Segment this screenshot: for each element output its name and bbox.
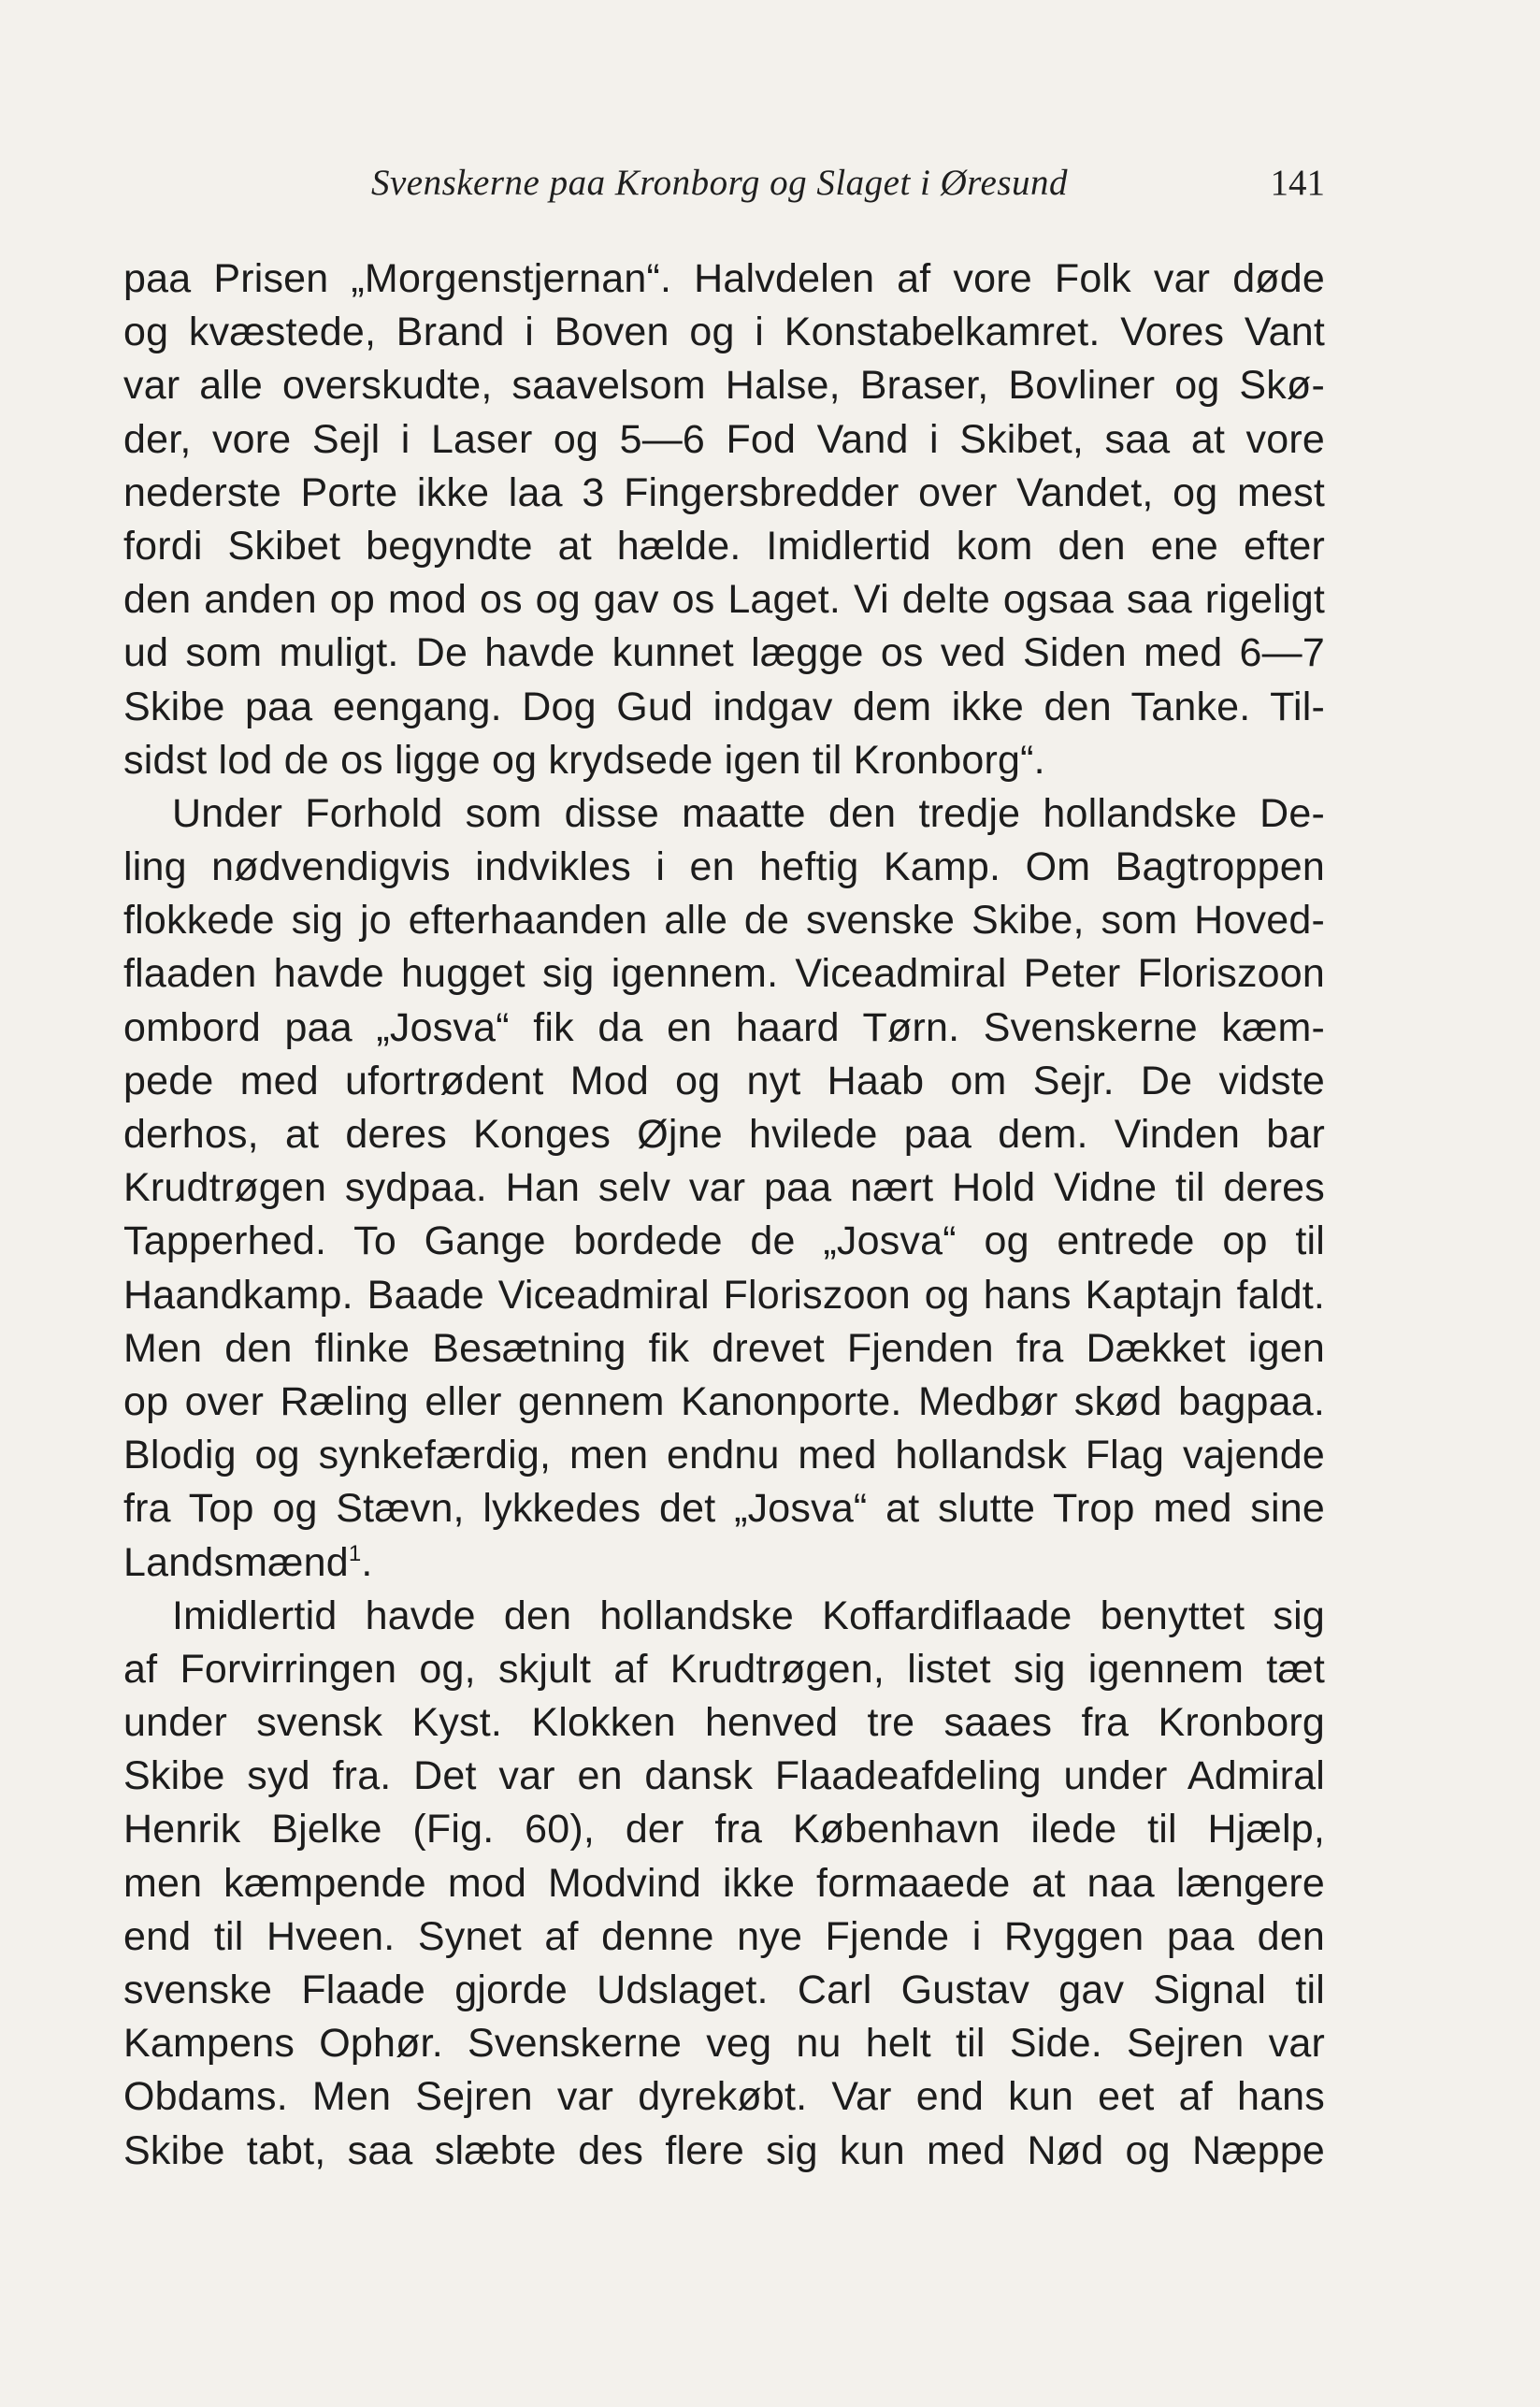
text-line: ud som muligt. De havde kunnet lægge os ved Siden med 6—7 [123, 630, 1325, 676]
paragraph-2 [123, 787, 1325, 1590]
paragraph-3 [123, 1590, 1325, 2178]
text-line: Henrik Bjelke (Fig. 60), der fra København ilede til Hjælp, [123, 1807, 1325, 1852]
text-line: nederste Porte ikke laa 3 Fingersbredder over Vandet, og mest [123, 469, 1325, 515]
footnote-marker: 1 [348, 1540, 362, 1566]
text-line: ling nødvendigvis indvikles i en heftig Kamp. Om Bagtroppen [123, 844, 1325, 890]
page-number: 141 [1270, 163, 1325, 203]
text-line: Krudtrøgen sydpaa. Han selv var paa nært Hold Vidne til deres [123, 1165, 1325, 1211]
text-line: Skibe paa eengang. Dog Gud indgav dem ikke den Tanke. Til- [123, 684, 1325, 729]
text-line: Blodig og synkefærdig, men endnu med hollandsk Flag vajende [123, 1433, 1325, 1478]
text-line: Skibe tabt, saa slæbte des flere sig kun med Nød og Næppe [123, 2127, 1325, 2173]
text-line: Tapperhed. To Gange bordede de „Josva“ og entrede op til [123, 1218, 1325, 1264]
text-line: og kvæstede, Brand i Boven og i Konstabelkamret. Vores Vant [123, 310, 1325, 355]
text-line: svenske Flaade gjorde Udslaget. Carl Gustav gav Signal til [123, 1967, 1325, 2012]
text-line: fordi Skibet begyndte at hælde. Imidlertid kom den ene efter [123, 523, 1325, 569]
text-line: Kampens Ophør. Svenskerne veg nu helt til Side. Sejren var [123, 2021, 1325, 2067]
text-line: op over Ræling eller gennem Kanonporte. Medbør skød bagpaa. [123, 1378, 1325, 1424]
text-line: men kæmpende mod Modvind ikke formaaede at naa længere [123, 1860, 1325, 1906]
text-line-last [123, 1536, 1325, 1590]
text-line: den anden op mod os og gav os Laget. Vi delte ogsaa saa rigeligt [123, 577, 1325, 623]
text-fragment: . [361, 1539, 373, 1585]
text-line: Skibe syd fra. Det var en dansk Flaadeafdeling under Admiral [123, 1753, 1325, 1799]
text-line: Men den flinke Besætning fik drevet Fjenden fra Dækket igen [123, 1325, 1325, 1371]
text-line: ombord paa „Josva“ fik da en haard Tørn. Svenskerne kæm- [123, 1004, 1325, 1050]
text-line: var alle overskudte, saavelsom Halse, Braser, Bovliner og Skø- [123, 363, 1325, 409]
text-line: under svensk Kyst. Klokken henved tre saaes fra Kronborg [123, 1700, 1325, 1746]
text-line: fra Top og Stævn, lykkedes det „Josva“ at slutte Trop med sine [123, 1486, 1325, 1532]
paragraph-1 [123, 252, 1325, 787]
text-line: derhos, at deres Konges Øjne hvilede paa dem. Vinden bar [123, 1112, 1325, 1157]
text-line: Obdams. Men Sejren var dyrekøbt. Var end kun eet af hans [123, 2074, 1325, 2120]
body-text [123, 252, 1325, 2178]
running-title: Svenskerne paa Kronborg og Slaget i Øresund [370, 163, 1069, 203]
text-line: af Forvirringen og, skjult af Krudtrøgen, listet sig igennem tæt [123, 1646, 1325, 1692]
text-line: pede med ufortrødent Mod og nyt Haab om Sejr. De vidste [123, 1058, 1325, 1103]
text-line: Under Forhold som disse maatte den tredje hollandske De- [172, 790, 1325, 836]
text-line: der, vore Sejl i Laser og 5—6 Fod Vand i Skibet, saa at vore [123, 416, 1325, 462]
page-header [123, 162, 1325, 218]
text-fragment: Landsmænd [123, 1539, 349, 1585]
text-line: flaaden havde hugget sig igennem. Viceadmiral Peter Floriszoon [123, 951, 1325, 997]
text-line: sidst lod de os ligge og krydsede igen til Kronborg“. [123, 737, 1045, 783]
text-line: flokkede sig jo efterhaanden alle de svenske Skibe, som Hoved- [123, 898, 1325, 944]
text-line: paa Prisen „Morgenstjernan“. Halvdelen af vore Folk var døde [123, 256, 1325, 301]
text-line: Haandkamp. Baade Viceadmiral Floriszoon og hans Kaptajn faldt. [123, 1272, 1325, 1318]
text-line: end til Hveen. Synet af denne nye Fjende i Ryggen paa den [123, 1913, 1325, 1959]
text-line: Imidlertid havde den hollandske Koffardiflaade benyttet sig [172, 1593, 1325, 1638]
